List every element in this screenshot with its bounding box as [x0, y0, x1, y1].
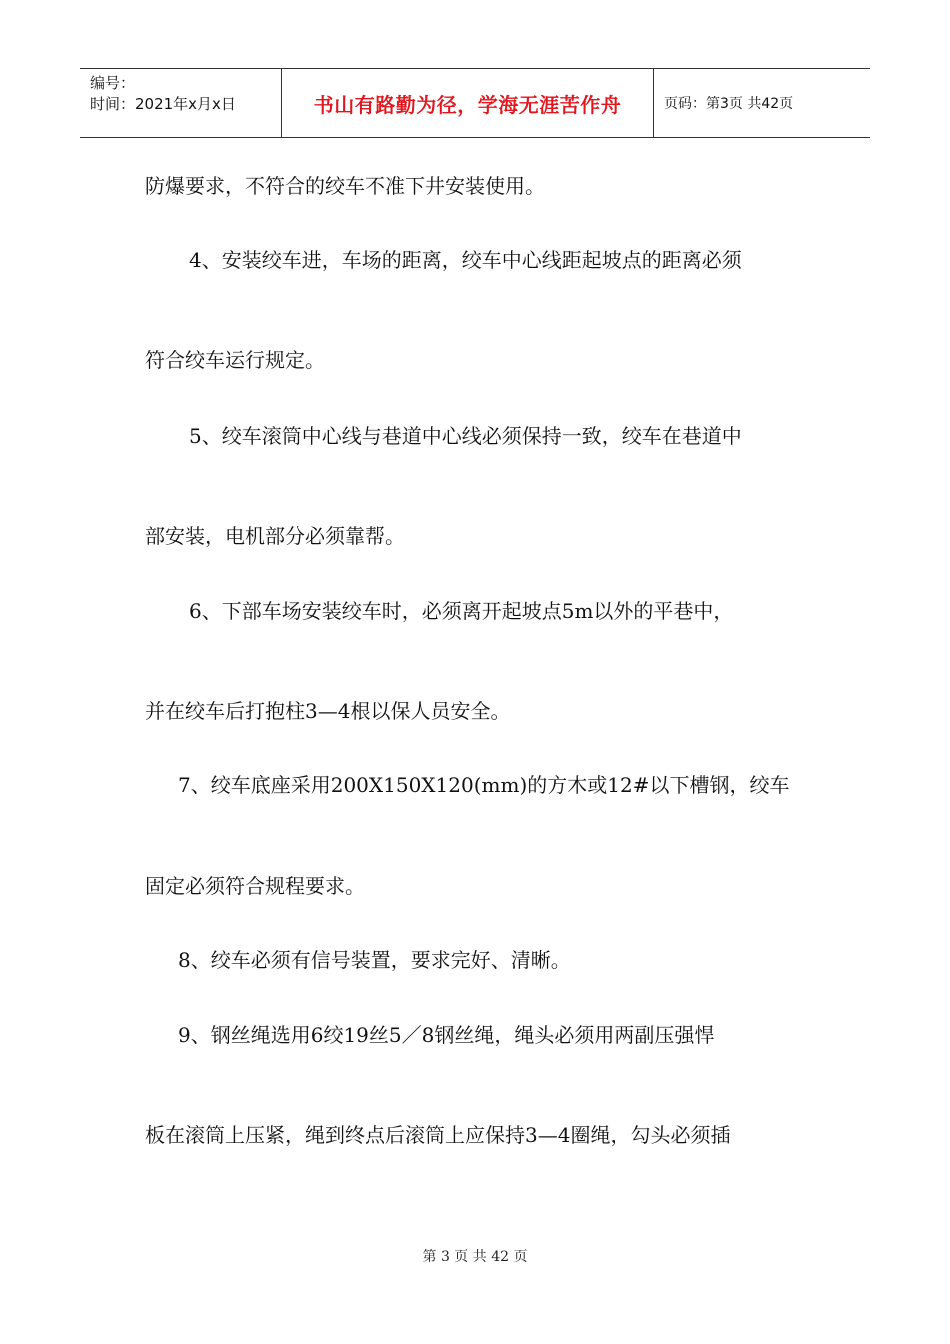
list-item-6: 6、下部车场安装绞车时，必须离开起坡点5m以外的平巷中， — [189, 599, 734, 623]
text-line: 固定必须符合规程要求。 — [145, 874, 365, 898]
text-line: 板在滚筒上压紧，绳到终点后滚筒上应保持3—4圈绳，勾头必须插 — [145, 1123, 731, 1147]
text-line: 防爆要求，不符合的绞车不准下井安装使用。 — [145, 174, 545, 198]
page-footer: 第 3 页 共 42 页 — [422, 1249, 528, 1265]
list-item-8: 8、绞车必须有信号装置，要求完好、清晰。 — [178, 948, 571, 972]
text-line: 并在绞车后打抱柱3—4根以保人员安全。 — [145, 699, 511, 723]
header-page-info: 页码：第3页 共42页 — [664, 96, 794, 112]
text-line: 符合绞车运行规定。 — [145, 348, 325, 372]
document-code-label: 编号： — [90, 74, 136, 92]
document-time-label: 时间：2021年x月x日 — [90, 95, 236, 113]
page-header — [80, 68, 870, 138]
list-item-4: 4、安装绞车进，车场的距离，绞车中心线距起坡点的距离必须 — [189, 248, 742, 272]
list-item-7: 7、绞车底座采用200X150X120(mm)的方木或12#以下槽钢，绞车 — [178, 773, 790, 797]
header-meta — [80, 69, 282, 137]
header-motto: 书山有路勤为径，学海无涯苦作舟 — [282, 69, 654, 137]
list-item-9: 9、钢丝绳选用6绞19丝5／8钢丝绳，绳头必须用两副压强悍 — [178, 1023, 715, 1047]
list-item-5: 5、绞车滚筒中心线与巷道中心线必须保持一致，绞车在巷道中 — [189, 424, 742, 448]
text-line: 部安装，电机部分必须靠帮。 — [145, 524, 405, 548]
